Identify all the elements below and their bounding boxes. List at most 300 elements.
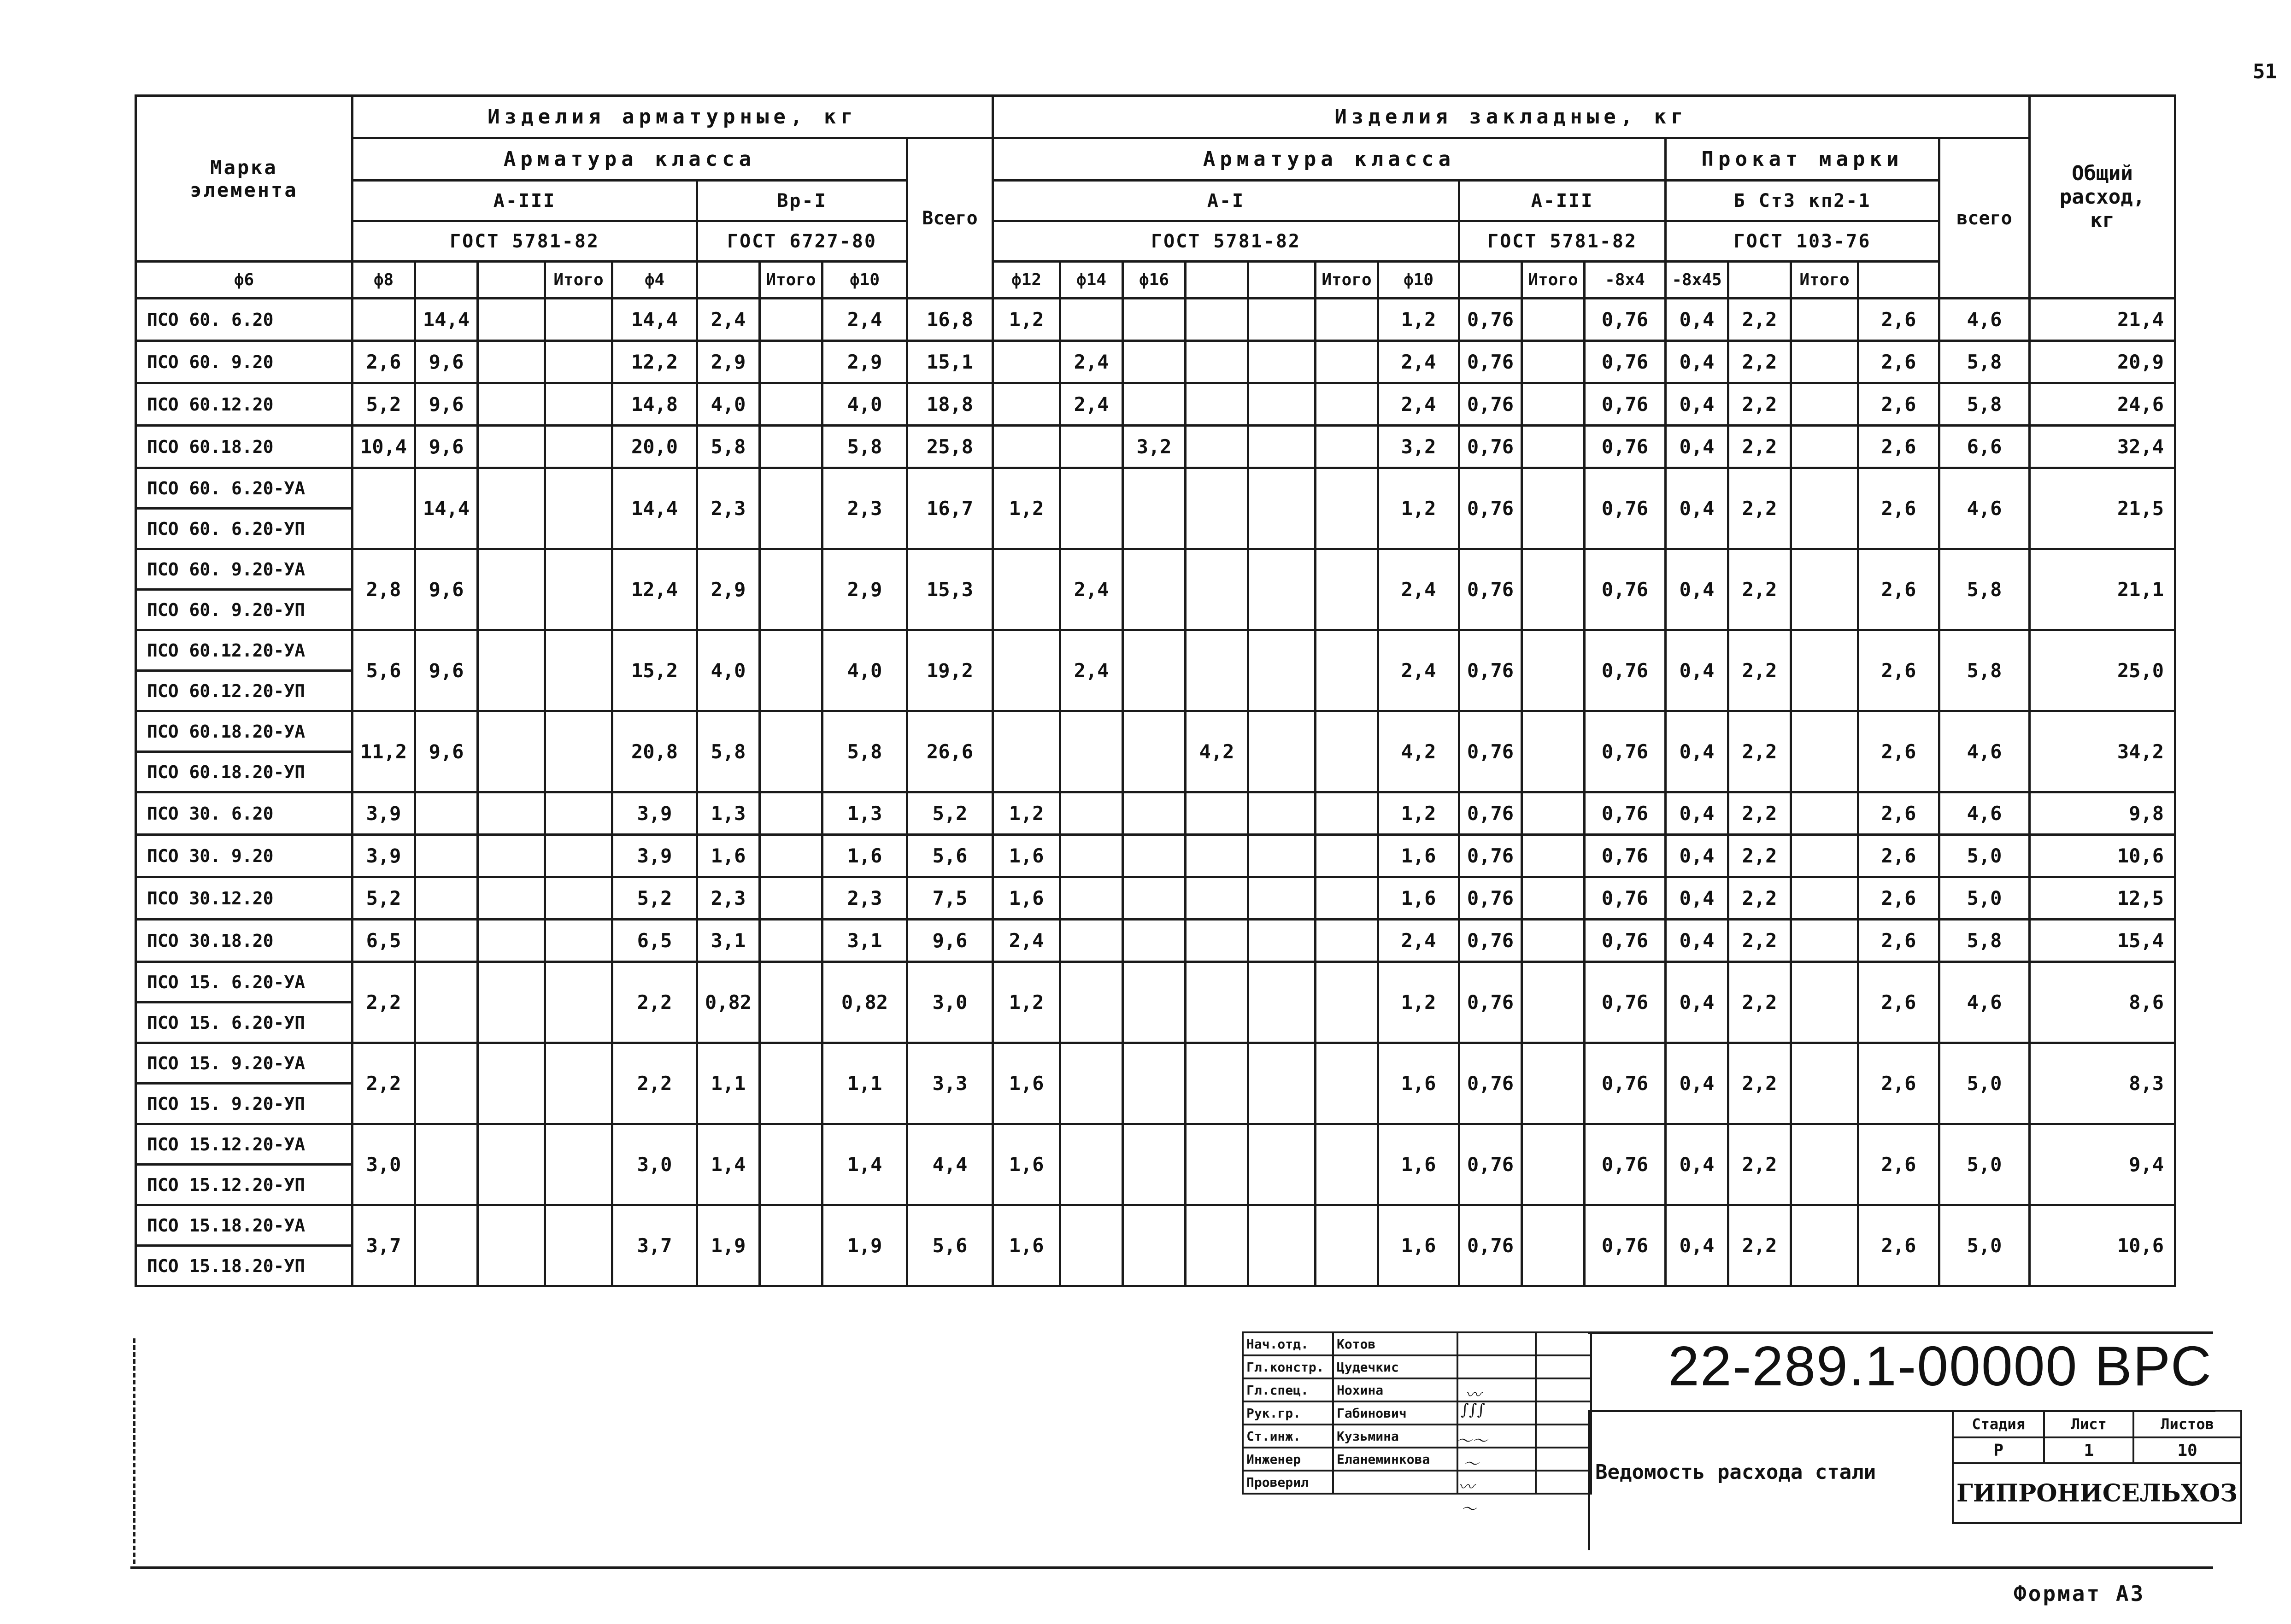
steel-grade-header: Б Ст3 кп2-1 [1666,181,1939,221]
value-cell [1060,711,1123,792]
value-cell: 5,8 [822,426,907,468]
value-cell: 0,76 [1585,835,1666,877]
value-cell: 5,2 [612,877,697,920]
value-cell [478,426,545,468]
element-mark: ПСО 15.18.20-УА [136,1205,352,1246]
subheader-cell [415,262,478,299]
value-cell: 1,1 [697,1043,760,1124]
value-cell: 1,2 [1378,299,1459,341]
stage-value: Р [1953,1437,2044,1463]
value-cell: 4,6 [1939,711,2030,792]
value-cell [1060,426,1123,468]
value-cell [1123,468,1186,549]
value-cell: 5,0 [1939,835,2030,877]
value-cell [478,468,545,549]
sheet-value: 1 [2044,1437,2133,1463]
subheader-cell: -8х45 [1666,262,1728,299]
table-row [136,920,2175,962]
mark-header: Марка элемента [136,96,352,262]
value-cell: 2,6 [1858,549,1939,630]
value-cell [545,711,612,792]
value-cell [1316,383,1378,426]
signature-row [1243,1401,1591,1425]
value-cell [760,383,822,426]
value-cell: 2,4 [697,299,760,341]
value-cell: 7,5 [907,877,993,920]
value-cell: 0,76 [1585,426,1666,468]
signature-row [1243,1448,1591,1471]
element-mark: ПСО 15. 6.20-УП [136,1003,352,1043]
value-cell: 0,76 [1585,962,1666,1043]
value-cell [760,1043,822,1124]
person-name: Габинович [1333,1401,1457,1425]
value-cell [352,468,415,549]
value-cell: 0,82 [822,962,907,1043]
value-cell [545,630,612,711]
value-cell [760,962,822,1043]
value-cell: 5,8 [1939,549,2030,630]
value-cell: 9,6 [415,426,478,468]
value-cell [1791,711,1858,792]
signature-6: 〜 [1461,1500,1476,1518]
value-cell [993,630,1060,711]
sheet-label: Лист [2044,1411,2133,1437]
value-cell [1123,711,1186,792]
value-cell: 0,76 [1585,792,1666,835]
element-mark: ПСО 60. 6.20-УП [136,509,352,549]
value-cell [1248,835,1316,877]
value-cell: 1,4 [697,1124,760,1205]
value-cell [1791,468,1858,549]
value-cell [1791,877,1858,920]
value-cell [1316,630,1378,711]
value-cell: 24,6 [2030,383,2175,426]
value-cell: 0,4 [1666,549,1728,630]
value-cell: 2,2 [1728,383,1791,426]
value-cell: 1,6 [1378,1043,1459,1124]
value-cell [1522,835,1585,877]
value-cell: 5,0 [1939,1043,2030,1124]
value-cell: 14,4 [612,299,697,341]
subheader-cell [697,262,760,299]
element-mark: ПСО 60.12.20-УП [136,671,352,711]
element-mark: ПСО 60.18.20 [136,426,352,468]
value-cell [1248,1124,1316,1205]
value-cell [478,1124,545,1205]
subheader-cell: ф14 [1060,262,1123,299]
value-cell: 26,6 [907,711,993,792]
value-cell [478,711,545,792]
value-cell: 2,2 [352,962,415,1043]
value-cell [478,835,545,877]
value-cell [1123,835,1186,877]
role-label: Рук.гр. [1243,1401,1333,1425]
embedded-items-header: Изделия закладные, кг [993,96,2030,138]
value-cell [1186,383,1248,426]
value-cell: 2,2 [1728,1124,1791,1205]
value-cell [1791,835,1858,877]
value-cell: 0,4 [1666,1043,1728,1124]
value-cell [1522,383,1585,426]
value-cell: 2,3 [822,468,907,549]
value-cell [1316,711,1378,792]
value-cell: 6,6 [1939,426,2030,468]
value-cell: 2,9 [822,341,907,383]
value-cell: 2,4 [1060,549,1123,630]
value-cell [1791,341,1858,383]
value-cell: 1,2 [993,468,1060,549]
value-cell: 0,76 [1585,383,1666,426]
value-cell: 2,4 [1378,920,1459,962]
value-cell: 3,7 [612,1205,697,1286]
value-cell: 8,6 [2030,962,2175,1043]
value-cell: 4,0 [822,630,907,711]
value-cell: 20,9 [2030,341,2175,383]
value-cell [1123,299,1186,341]
value-cell: 11,2 [352,711,415,792]
subheader-cell: ф10 [822,262,907,299]
element-mark: ПСО 15. 9.20-УП [136,1084,352,1124]
element-mark: ПСО 15.12.20-УП [136,1165,352,1205]
value-cell: 1,6 [1378,877,1459,920]
value-cell [1186,299,1248,341]
value-cell [760,835,822,877]
value-cell: 0,76 [1459,1043,1522,1124]
value-cell: 1,6 [697,835,760,877]
subheader-cell: -8х4 [1585,262,1666,299]
value-cell: 2,4 [1060,630,1123,711]
left-dashed-border [133,1338,135,1564]
value-cell: 3,9 [352,792,415,835]
value-cell: 4,4 [907,1124,993,1205]
value-cell [1186,792,1248,835]
value-cell: 2,9 [822,549,907,630]
value-cell [1522,962,1585,1043]
date-cell [1536,1401,1591,1425]
value-cell [478,1205,545,1286]
value-cell: 0,76 [1585,468,1666,549]
person-name: Котов [1333,1332,1457,1355]
value-cell: 2,6 [1858,426,1939,468]
value-cell [1791,299,1858,341]
value-cell [352,299,415,341]
value-cell [1522,920,1585,962]
class-a3-header-2: А-III [1459,181,1666,221]
value-cell [1248,549,1316,630]
value-cell: 2,2 [1728,341,1791,383]
value-cell [545,1205,612,1286]
value-cell: 0,4 [1666,920,1728,962]
element-mark: ПСО 60.18.20-УП [136,752,352,792]
value-cell: 2,4 [1060,383,1123,426]
value-cell: 0,76 [1459,468,1522,549]
value-cell: 0,76 [1459,835,1522,877]
value-cell [415,1124,478,1205]
value-cell: 18,8 [907,383,993,426]
value-cell [993,341,1060,383]
value-cell [760,1205,822,1286]
value-cell: 5,6 [907,835,993,877]
value-cell [760,468,822,549]
table-bottom-rule [130,1566,2213,1569]
value-cell: 2,2 [1728,468,1791,549]
value-cell: 5,0 [1939,1124,2030,1205]
value-cell: 3,0 [907,962,993,1043]
value-cell: 10,4 [352,426,415,468]
subheader-cell: Итого [1791,262,1858,299]
date-cell [1536,1471,1591,1494]
value-cell [1248,426,1316,468]
value-cell [1123,1043,1186,1124]
value-cell [1186,630,1248,711]
value-cell: 5,6 [352,630,415,711]
value-cell [1522,792,1585,835]
value-cell [1522,630,1585,711]
element-mark: ПСО 60.12.20 [136,383,352,426]
value-cell [415,1205,478,1286]
value-cell [545,920,612,962]
rolled-grade-header: Прокат марки [1666,138,1939,181]
stage-sheet-table [1952,1410,2242,1524]
value-cell: 0,4 [1666,341,1728,383]
value-cell [1060,962,1123,1043]
value-cell [1522,468,1585,549]
value-cell: 4,6 [1939,299,2030,341]
value-cell: 0,76 [1585,1124,1666,1205]
signature-row [1243,1332,1591,1355]
value-cell: 3,9 [352,835,415,877]
value-cell: 2,2 [1728,1205,1791,1286]
value-cell [1316,341,1378,383]
value-cell: 2,3 [697,877,760,920]
value-cell: 1,3 [822,792,907,835]
value-cell: 6,5 [352,920,415,962]
value-cell: 0,76 [1585,1043,1666,1124]
value-cell [1186,468,1248,549]
value-cell [1186,962,1248,1043]
subheader-cell [1728,262,1791,299]
value-cell: 4,6 [1939,962,2030,1043]
value-cell: 3,2 [1123,426,1186,468]
subheader-cell: ф8 [352,262,415,299]
value-cell: 5,8 [1939,920,2030,962]
value-cell [545,426,612,468]
value-cell [478,792,545,835]
rebar-items-header: Изделия арматурные, кг [352,96,993,138]
person-name: Кузьмина [1333,1425,1457,1448]
value-cell [1186,549,1248,630]
date-cell [1536,1355,1591,1378]
value-cell [760,877,822,920]
value-cell: 2,9 [697,549,760,630]
total-header-2: всего [1939,138,2030,299]
subheader-cell: ф6 [136,262,352,299]
value-cell [1522,711,1585,792]
value-cell [760,711,822,792]
value-cell [1522,1043,1585,1124]
value-cell: 2,2 [1728,962,1791,1043]
value-cell: 3,9 [612,835,697,877]
value-cell [545,341,612,383]
value-cell [1186,1124,1248,1205]
gost-5781-header-3: ГОСТ 5781-82 [1459,221,1666,262]
value-cell: 2,2 [1728,920,1791,962]
role-label: Гл.спец. [1243,1378,1333,1401]
value-cell [1791,383,1858,426]
subheader-cell: ф12 [993,262,1060,299]
element-mark: ПСО 15. 6.20-УА [136,962,352,1003]
value-cell [545,468,612,549]
subheader-cell: Итого [1316,262,1378,299]
value-cell [760,920,822,962]
value-cell: 2,4 [822,299,907,341]
value-cell [415,877,478,920]
value-cell: 15,3 [907,549,993,630]
value-cell: 2,2 [1728,835,1791,877]
value-cell [760,341,822,383]
value-cell [1791,549,1858,630]
table-row [136,835,2175,877]
value-cell: 2,4 [1060,341,1123,383]
value-cell: 2,6 [1858,383,1939,426]
element-mark: ПСО 30. 9.20 [136,835,352,877]
value-cell [415,1043,478,1124]
value-cell [760,1124,822,1205]
value-cell [478,630,545,711]
value-cell [545,835,612,877]
subheader-cell: ф16 [1123,262,1186,299]
value-cell: 3,2 [1378,426,1459,468]
date-cell [1536,1448,1591,1471]
value-cell [1060,1124,1123,1205]
value-cell [1316,877,1378,920]
value-cell [760,792,822,835]
signature-3: 〜〜 [1456,1432,1487,1450]
value-cell: 0,82 [697,962,760,1043]
role-label: Проверил [1243,1471,1333,1494]
value-cell [1060,1205,1123,1286]
subheader-cell [1459,262,1522,299]
value-cell: 4,0 [697,383,760,426]
value-cell: 4,6 [1939,792,2030,835]
value-cell [1522,341,1585,383]
value-cell [1123,630,1186,711]
value-cell: 2,6 [1858,877,1939,920]
value-cell: 14,4 [612,468,697,549]
table-row [136,1205,2175,1246]
element-mark: ПСО 60.12.20-УА [136,630,352,671]
value-cell [1060,877,1123,920]
signature-1: 〰 [1465,1386,1481,1404]
value-cell [1316,299,1378,341]
value-cell: 0,76 [1459,920,1522,962]
value-cell [478,299,545,341]
table-row [136,877,2175,920]
value-cell: 9,6 [415,711,478,792]
sheets-value: 10 [2133,1437,2241,1463]
value-cell: 2,2 [612,1043,697,1124]
value-cell: 9,6 [415,630,478,711]
table-row [136,383,2175,426]
value-cell: 3,9 [612,792,697,835]
value-cell: 0,76 [1585,630,1666,711]
value-cell: 32,4 [2030,426,2175,468]
value-cell: 2,6 [1858,468,1939,549]
person-name: Еланеминкова [1333,1448,1457,1471]
total-header-1: Всего [907,138,993,299]
value-cell: 1,2 [1378,792,1459,835]
table-row [136,341,2175,383]
value-cell: 0,4 [1666,630,1728,711]
rebar-class-header-1: Арматура класса [352,138,907,181]
value-cell: 0,4 [1666,962,1728,1043]
format-label: Формат А3 [2014,1581,2145,1606]
value-cell: 15,4 [2030,920,2175,962]
value-cell: 0,76 [1459,426,1522,468]
element-mark: ПСО 60.18.20-УА [136,711,352,752]
value-cell [1248,383,1316,426]
role-label: Гл.констр. [1243,1355,1333,1378]
value-cell: 2,6 [1858,1205,1939,1286]
value-cell: 1,2 [1378,468,1459,549]
value-cell [545,962,612,1043]
value-cell: 2,6 [1858,711,1939,792]
value-cell [1791,1124,1858,1205]
value-cell [1522,426,1585,468]
value-cell: 2,2 [352,1043,415,1124]
value-cell [1248,630,1316,711]
value-cell: 3,1 [822,920,907,962]
gost-5781-header: ГОСТ 5781-82 [352,221,697,262]
value-cell [1316,468,1378,549]
value-cell [760,299,822,341]
value-cell: 2,3 [822,877,907,920]
element-mark: ПСО 60. 9.20-УА [136,549,352,590]
rebar-class-header-2: Арматура класса [993,138,1666,181]
date-cell [1536,1425,1591,1448]
value-cell: 14,4 [415,468,478,549]
value-cell [1522,877,1585,920]
person-name [1333,1471,1457,1494]
sheets-label: Листов [2133,1411,2241,1437]
value-cell: 2,8 [352,549,415,630]
value-cell: 21,1 [2030,549,2175,630]
value-cell: 0,4 [1666,468,1728,549]
value-cell: 25,8 [907,426,993,468]
value-cell [993,549,1060,630]
value-cell [1248,877,1316,920]
value-cell: 1,9 [822,1205,907,1286]
value-cell: 5,8 [1939,383,2030,426]
value-cell: 0,76 [1459,1205,1522,1286]
value-cell: 12,5 [2030,877,2175,920]
subheader-cell: Итого [1522,262,1585,299]
element-mark: ПСО 60. 6.20 [136,299,352,341]
value-cell [545,877,612,920]
value-cell [1123,792,1186,835]
drawing-title: Ведомость расхода стали [1595,1460,1876,1484]
value-cell [1060,299,1123,341]
element-mark: ПСО 15. 9.20-УА [136,1043,352,1084]
value-cell: 0,76 [1459,962,1522,1043]
value-cell: 2,2 [1728,792,1791,835]
table-row [136,299,2175,341]
table-row [136,711,2175,752]
value-cell [478,877,545,920]
value-cell [1186,877,1248,920]
value-cell [1791,1043,1858,1124]
value-cell [1123,383,1186,426]
